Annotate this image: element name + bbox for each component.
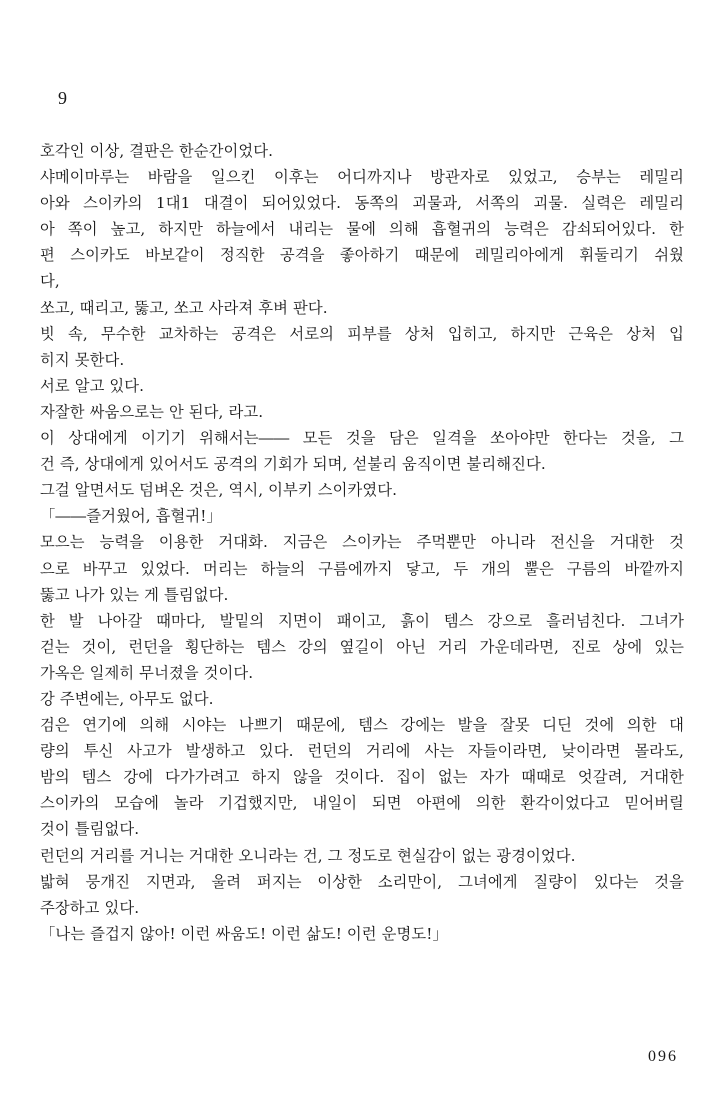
text-line: 다, <box>40 272 60 291</box>
text-line: 자잘한 싸움으로는 안 된다, 라고. <box>40 402 264 421</box>
text-line: 건 즉, 상대에게 있어서도 공격의 기회가 되며, 섣불리 움직이면 불리해진다. <box>40 455 546 474</box>
text-line: 아와 스이카의 1대1 대결이 되어있었다. 동쪽의 괴물과, 서쪽의 괴물. 실력은 레밀리 <box>40 194 684 213</box>
text-line: 빗 속, 무수한 교차하는 공격은 서로의 피부를 상처 입히고, 하지만 근육은 상처 입 <box>40 324 684 343</box>
text-line: 「나는 즐겁지 않아! 이런 싸움도! 이런 삶도! 이런 운명도!」 <box>40 924 448 943</box>
text-line: 서로 알고 있다. <box>40 376 145 395</box>
text-line: 밤의 템스 강에 다가가려고 하지 않을 것이다. 집이 없는 자가 때때로 엇갈려, 거대한 <box>40 768 684 787</box>
text-line: 으로 바꾸고 있었다. 머리는 하늘의 구름에까지 닿고, 두 개의 뿔은 구름의 바깥까지 <box>40 559 684 578</box>
text-line: 이 상대에게 이기기 위해서는―― 모든 것을 담은 일격을 쏘아야만 한다는 것을, 그 <box>40 429 684 448</box>
text-line: 강 주변에는, 아무도 없다. <box>40 689 214 708</box>
body-text <box>40 138 684 947</box>
text-line: 편 스이카도 바보같이 정직한 공격을 좋아하기 때문에 레밀리아에게 휘둘리기 쉬웠 <box>40 246 684 265</box>
text-line: 밟혀 뭉개진 지면과, 울려 퍼지는 이상한 소리만이, 그녀에게 질량이 있다는 것을 <box>40 872 684 891</box>
text-line: 런던의 거리를 거니는 거대한 오니라는 건, 그 정도로 현실감이 없는 광경이었다. <box>40 846 576 865</box>
text-line: 스이카의 모습에 놀라 기겁했지만, 내일이 되면 아편에 의한 환각이었다고 믿어버릴 <box>40 794 684 813</box>
text-line: 주장하고 있다. <box>40 898 140 917</box>
text-line: 「――즐거웠어, 흡혈귀!」 <box>40 507 222 526</box>
text-line: 그걸 알면서도 덤벼온 것은, 역시, 이부키 스이카였다. <box>40 481 398 500</box>
text-line: 뚫고 나가 있는 게 틀림없다. <box>40 585 229 604</box>
text-line: 모으는 능력을 이용한 거대화. 지금은 스이카는 주먹뿐만 아니라 전신을 거대한 것 <box>40 533 684 552</box>
text-line: 히지 못한다. <box>40 350 125 369</box>
text-line: 가옥은 일제히 무너졌을 것이다. <box>40 663 254 682</box>
text-line: 것이 틀림없다. <box>40 820 140 839</box>
text-line: 검은 연기에 의해 시야는 나쁘기 때문에, 템스 강에는 발을 잘못 디딘 것에 의한 대 <box>40 716 684 735</box>
text-line: 한 발 나아갈 때마다, 발밑의 지면이 패이고, 흙이 템스 강으로 흘러넘친다. 그녀가 <box>40 611 684 630</box>
text-line: 쏘고, 때리고, 뚫고, 쏘고 사라져 후벼 판다. <box>40 298 328 317</box>
text-line: 아 쪽이 높고, 하지만 하늘에서 내리는 물에 의해 흡혈귀의 능력은 감쇠되어있다. 한 <box>40 220 684 239</box>
chapter-number: 9 <box>58 88 67 108</box>
text-line: 호각인 이상, 결판은 한순간이었다. <box>40 142 274 160</box>
page-number: 096 <box>648 1048 678 1065</box>
text-line: 량의 투신 사고가 발생하고 있다. 런던의 거리에 사는 자들이라면, 낮이라면 몰라도, <box>40 742 684 761</box>
text-line: 샤메이마루는 바람을 일으킨 이후는 어디까지나 방관자로 있었고, 승부는 레밀리 <box>40 168 684 187</box>
text-line: 걷는 것이, 런던을 횡단하는 템스 강의 옆길이 아닌 거리 가운데라면, 진로 상에 있는 <box>40 637 684 656</box>
